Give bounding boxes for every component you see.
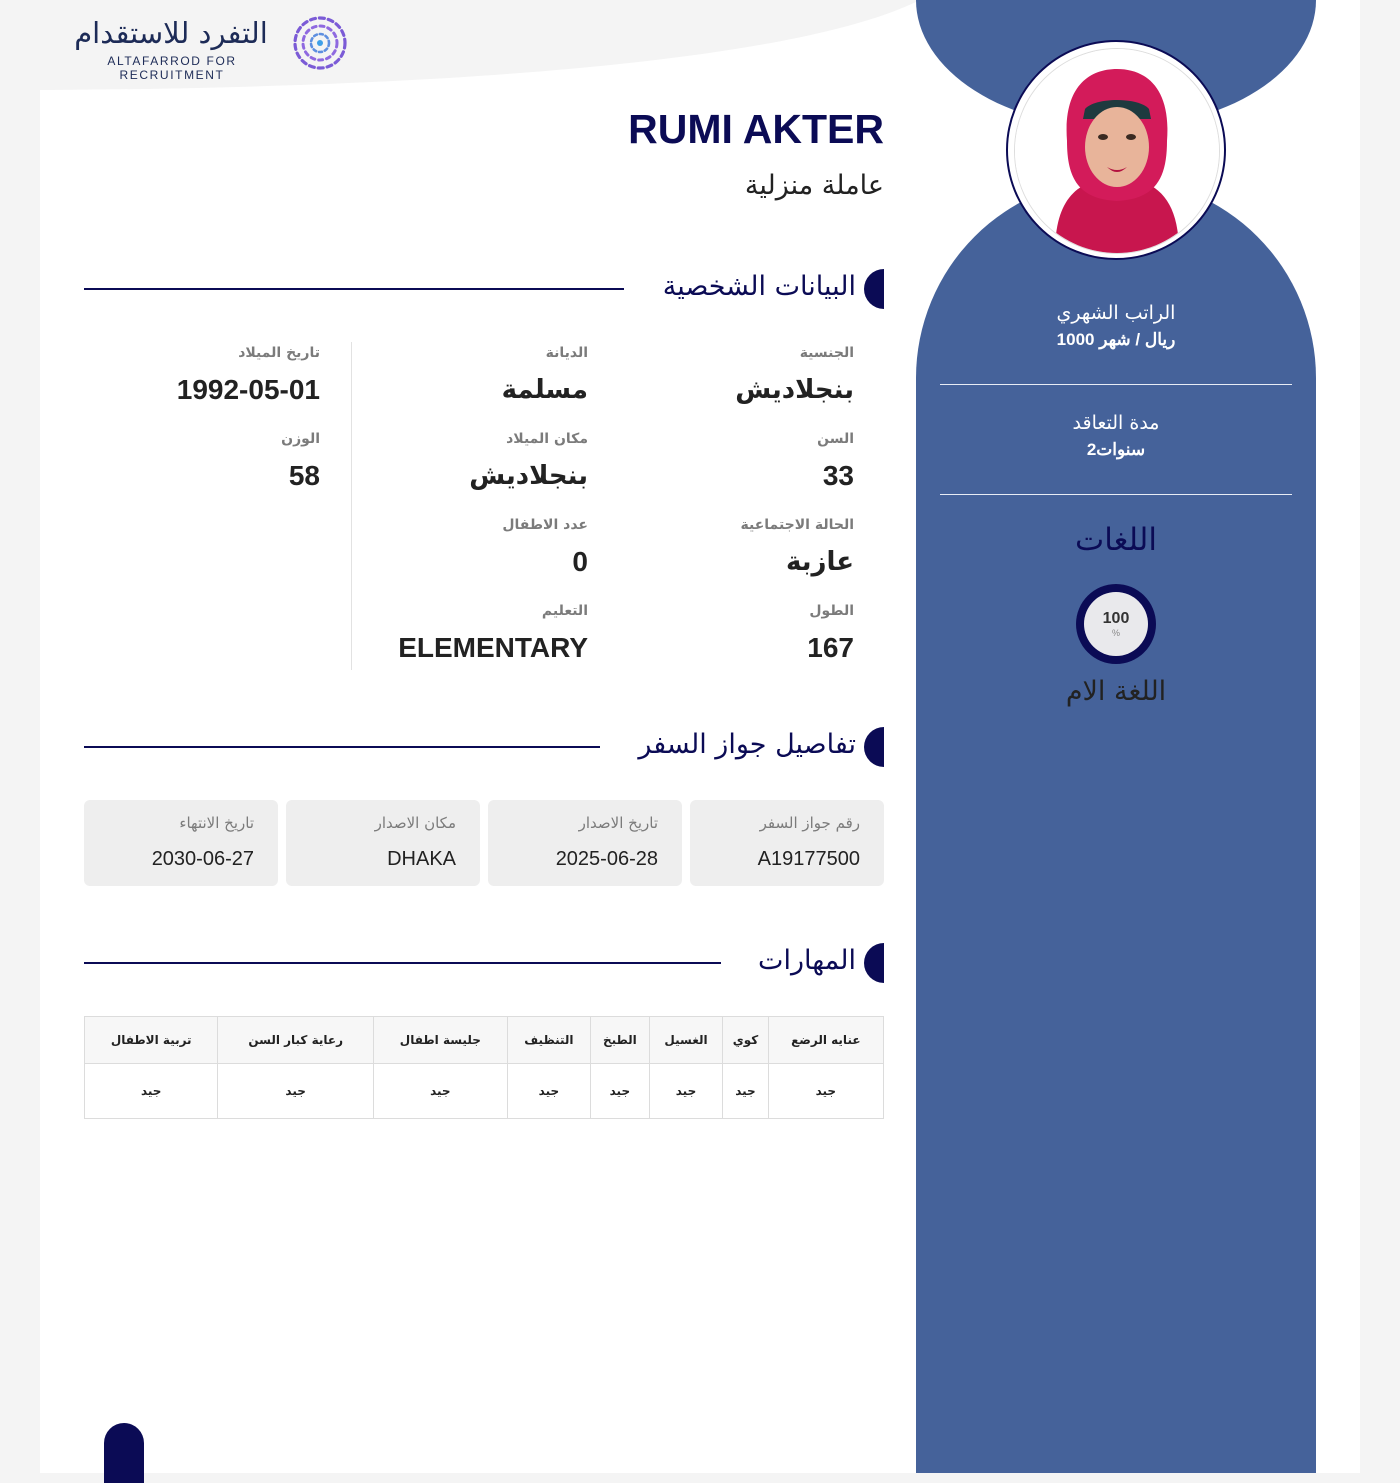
info-label: الحالة الاجتماعية: [740, 517, 854, 533]
passport-section-header: [84, 725, 884, 769]
passport-section-title: تفاصيل جواز السفر: [638, 729, 856, 760]
languages-title: اللغات: [1075, 522, 1157, 558]
logo-arabic-text: التفرد للاستقدام: [74, 16, 268, 50]
skill-value: جيد: [768, 1064, 883, 1119]
info-column-1: [618, 342, 884, 670]
sidebar-divider: [940, 384, 1292, 385]
skills-header-row: [85, 1017, 884, 1064]
section-divider-line: [84, 962, 721, 964]
company-logo: [60, 12, 350, 82]
info-label: مكان الميلاد: [506, 431, 588, 447]
passport-card-value: 2030-06-27: [151, 848, 254, 870]
skill-value: جيد: [723, 1064, 768, 1119]
contract-label: مدة التعاقد: [1072, 412, 1160, 434]
info-value: 0: [572, 546, 588, 577]
sidebar-divider: [940, 494, 1292, 495]
info-label: الطول: [809, 603, 854, 619]
info-item-birthdate: [84, 342, 320, 408]
skill-value: جيد: [507, 1064, 590, 1119]
skill-value: جيد: [649, 1064, 723, 1119]
sidebar: [916, 0, 1316, 1473]
passport-card-issue-date: [488, 800, 682, 886]
info-item-marital-status: [618, 514, 854, 580]
footer-tab-marker: [104, 1423, 144, 1483]
info-value: مسلمة: [501, 375, 588, 405]
info-item-age: [618, 428, 854, 494]
passport-card-value: DHAKA: [387, 848, 456, 870]
skill-header: جليسة اطفال: [373, 1017, 507, 1064]
info-item-birthplace: [352, 428, 588, 494]
info-item-weight: [84, 428, 320, 494]
passport-card-issue-place: [286, 800, 480, 886]
passport-card-number: [690, 800, 884, 886]
info-value: عازبة: [785, 547, 854, 577]
passport-card-label: مكان الاصدار: [374, 814, 456, 832]
skill-header: الطبخ: [591, 1017, 650, 1064]
skill-header: عنايه الرضع: [768, 1017, 883, 1064]
personal-section-header: [84, 267, 884, 311]
info-value: 167: [807, 632, 854, 663]
info-value: ELEMENTARY: [398, 632, 588, 663]
job-title: عاملة منزلية: [744, 170, 884, 201]
passport-card-expiry: [84, 800, 278, 886]
info-label: عدد الاطفال: [502, 517, 588, 533]
passport-card-label: رقم جواز السفر: [759, 814, 860, 832]
info-value: 1992-05-01: [176, 374, 320, 405]
language-level-unit: %: [1111, 628, 1120, 638]
info-item-education: [352, 600, 588, 666]
skill-value: جيد: [85, 1064, 218, 1119]
info-item-nationality: [618, 342, 854, 408]
info-value: 58: [288, 460, 320, 491]
candidate-name: RUMI AKTER: [628, 106, 884, 152]
logo-mark-icon: [292, 15, 348, 71]
language-name: اللغة الام: [1065, 676, 1167, 707]
contract-block: [940, 412, 1292, 460]
info-label: الجنسية: [799, 345, 854, 361]
profile-photo-frame: [1006, 40, 1226, 260]
skills-value-row: [85, 1064, 884, 1119]
info-label: التعليم: [541, 603, 588, 619]
section-divider-line: [84, 288, 624, 290]
info-item-children: [352, 514, 588, 580]
section-tab-marker: [864, 727, 884, 767]
passport-card-label: تاريخ الاصدار: [578, 814, 658, 832]
person-photo-icon: [1015, 49, 1219, 253]
skills-table: [84, 1016, 884, 1119]
section-tab-marker: [864, 943, 884, 983]
salary-block: [940, 302, 1292, 350]
info-value: 33: [822, 460, 854, 491]
skill-header: التنظيف: [507, 1017, 590, 1064]
info-value: بنجلاديش: [735, 375, 854, 405]
info-value: بنجلاديش: [469, 461, 588, 491]
language-level-circle: [1076, 584, 1156, 664]
personal-section-title: البيانات الشخصية: [662, 271, 856, 302]
passport-card-value: A19177500: [757, 848, 860, 870]
salary-value: 1000 ريال / شهر: [1056, 330, 1176, 349]
section-tab-marker: [864, 269, 884, 309]
info-column-3: [84, 342, 350, 670]
skills-section-header: [84, 941, 884, 985]
info-label: الديانة: [545, 345, 588, 361]
passport-card-label: تاريخ الانتهاء: [179, 814, 254, 832]
salary-label: الراتب الشهري: [1056, 302, 1176, 324]
passport-card-value: 2025-06-28: [555, 848, 658, 870]
logo-english-text: ALTAFARROD FOR RECRUITMENT: [107, 54, 237, 82]
language-level-inner: [1084, 592, 1148, 656]
section-divider-line: [84, 746, 600, 748]
skill-value: جيد: [373, 1064, 507, 1119]
info-column-2: [351, 342, 618, 670]
profile-photo: [1014, 48, 1220, 254]
info-label: تاريخ الميلاد: [238, 345, 320, 361]
skill-value: جيد: [591, 1064, 650, 1119]
info-label: الوزن: [281, 431, 320, 447]
contract-value: 2سنوات: [1086, 440, 1146, 459]
info-label: السن: [817, 431, 854, 447]
cv-page: [40, 0, 1360, 1473]
skill-header: كوي: [723, 1017, 768, 1064]
info-item-religion: [352, 342, 588, 408]
skill-header: الغسيل: [649, 1017, 723, 1064]
skill-header: تربية الاطفال: [85, 1017, 218, 1064]
personal-info-grid: [84, 342, 884, 670]
info-item-height: [618, 600, 854, 666]
skill-header: رعاية كبار السن: [218, 1017, 374, 1064]
language-level-value: 100: [1102, 610, 1130, 627]
skills-section-title: المهارات: [758, 945, 856, 976]
skill-value: جيد: [218, 1064, 374, 1119]
